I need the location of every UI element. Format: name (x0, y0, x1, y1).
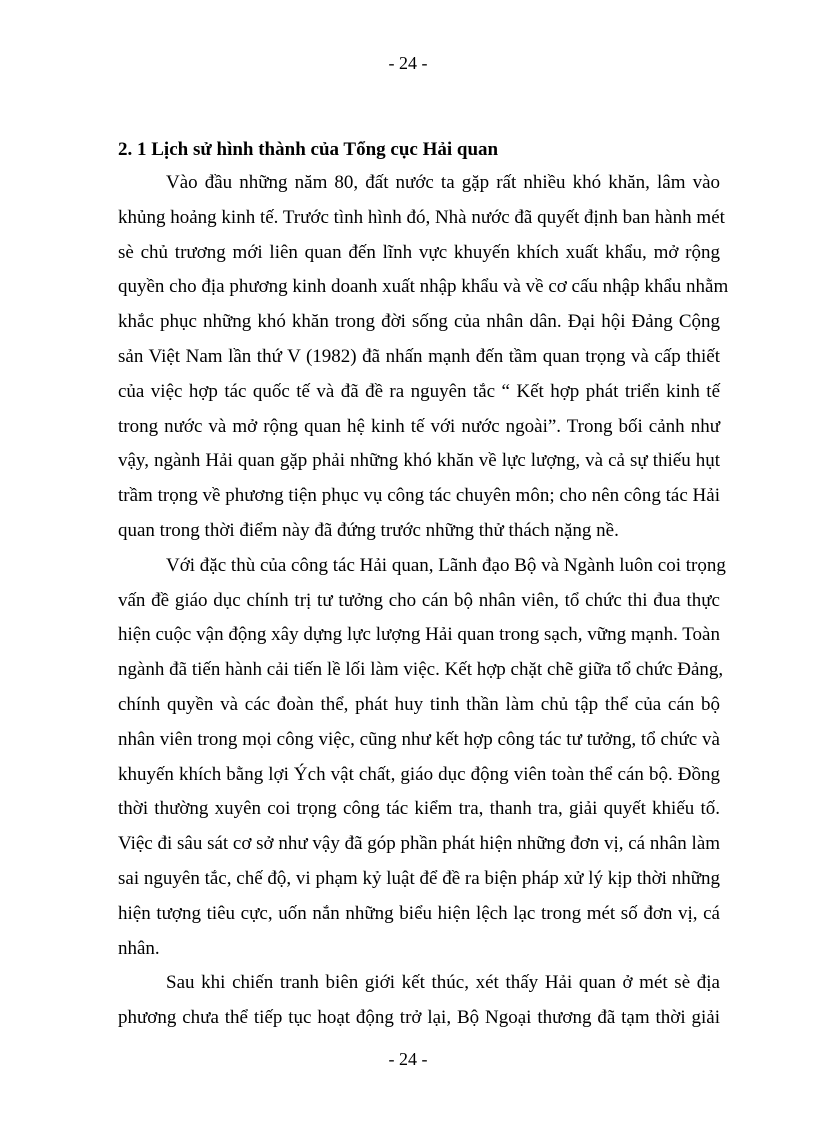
paragraph-line: trong nước và mở rộng quan hệ kinh tế với nước ngoài”. Trong bối cảnh như (118, 415, 720, 437)
page-number-bottom: - 24 - (388, 1049, 428, 1069)
paragraph-line: sai nguyên tắc, chế độ, vi phạm kỷ luật để đề ra biện pháp xử lý kịp thời những (118, 867, 720, 889)
section-heading: 2. 1 Lịch sử hình thành của Tổng cục Hải quan (118, 139, 499, 160)
paragraph-line: quan trong thời điểm này đã đứng trước những thử thách nặng nề. (118, 519, 619, 541)
paragraph-line: khủng hoảng kinh tế. Trước tình hình đó, Nhà nước đã quyết định ban hành mét (118, 206, 725, 228)
paragraph-line: vậy, ngành Hải quan gặp phải những khó khăn về lực lượng, và cả sự thiếu hụt (118, 450, 720, 472)
paragraph-line: sè chủ trương mới liên quan đến lĩnh vực khuyến khích xuất khẩu, mở rộng (118, 241, 720, 263)
paragraph-line: hiện cuộc vận động xây dựng lực lượng Hải quan trong sạch, vững mạnh. Toàn (118, 624, 720, 646)
paragraph-line: chính quyền và các đoàn thể, phát huy tinh thần làm chủ tập thể của cán bộ (118, 693, 720, 715)
paragraph-1 (118, 166, 729, 549)
paragraph-line: ngành đã tiến hành cải tiến lề lối làm việc. Kết hợp chặt chẽ giữa tổ chức Đảng, (118, 659, 724, 681)
paragraph-line: Vào đầu những năm 80, đất nước ta gặp rất nhiều khó khăn, lâm vào (166, 172, 720, 193)
paragraph-line: khắc phục những khó khăn trong đời sống của nhân dân. Đại hội Đảng Cộng (118, 311, 720, 333)
paragraph-line: hiện tượng tiêu cực, uốn nắn những biểu hiện lệch lạc trong mét số đơn vị, cá (118, 902, 720, 924)
paragraph-line: Việc đi sâu sát cơ sở như vậy đã góp phần phát hiện những đơn vị, cá nhân làm (118, 833, 721, 855)
paragraph-line: quyền cho địa phương kinh doanh xuất nhập khẩu và về cơ cấu nhập khẩu nhằm (118, 276, 729, 298)
page-number-top: - 24 - (388, 53, 428, 73)
paragraph-line: trầm trọng về phương tiện phục vụ công tác chuyên môn; cho nên công tác Hải (118, 485, 720, 507)
paragraph-2 (118, 549, 726, 967)
paragraph-line: khuyến khích bằng lợi Ých vật chất, giáo dục động viên toàn thể cán bộ. Đồng (118, 763, 720, 785)
paragraph-line: của việc hợp tác quốc tế và đã đề ra nguyên tắc “ Kết hợp phát triển kinh tế (118, 380, 720, 402)
paragraph-line: phương chưa thể tiếp tục hoạt động trở lại, Bộ Ngoại thương đã tạm thời giải (118, 1007, 720, 1029)
paragraph-line: sản Việt Nam lần thứ V (1982) đã nhấn mạnh đến tầm quan trọng và cấp thiết (118, 345, 720, 367)
paragraph-line: Sau khi chiến tranh biên giới kết thúc, xét thấy Hải quan ở mét sè địa (166, 972, 720, 994)
page-content (118, 134, 729, 1036)
paragraph-line: Với đặc thù của công tác Hải quan, Lãnh đạo Bộ và Ngành luôn coi trọng (166, 554, 726, 576)
paragraph-line: thời thường xuyên coi trọng công tác kiểm tra, thanh tra, giải quyết khiếu tố. (118, 798, 720, 820)
paragraph-line: nhân viên trong mọi công việc, cũng như kết hợp công tác tư tưởng, tổ chức và (118, 728, 720, 750)
paragraph-line: vấn đề giáo dục chính trị tư tưởng cho cán bộ nhân viên, tổ chức thi đua thực (118, 589, 720, 611)
paragraph-3 (118, 966, 720, 1036)
paragraph-line: nhân. (118, 937, 160, 959)
